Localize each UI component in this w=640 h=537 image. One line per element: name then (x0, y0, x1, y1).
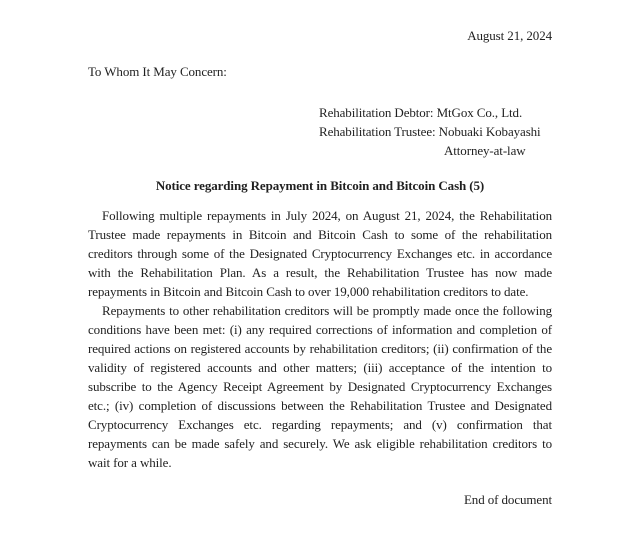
notice-title: Notice regarding Repayment in Bitcoin and Bitcoin Cash (5) (155, 178, 485, 193)
salutation: To Whom It May Concern: (88, 64, 227, 79)
sender-trustee: Rehabilitation Trustee: Nobuaki Kobayashi (319, 124, 541, 139)
sender-block (319, 103, 552, 160)
sender-debtor: Rehabilitation Debtor: MtGox Co., Ltd. (319, 105, 523, 120)
end-of-document: End of document (463, 492, 552, 507)
letter-date: August 21, 2024 (467, 28, 552, 43)
sender-attorney: Attorney-at-law (444, 143, 526, 158)
body-paragraph-1: Following multiple repayments in July 2024, on August 21, 2024, the Rehabilitation Trustee made repayments in Bitcoin and Bitcoin Cash to some of the rehabilitation creditors through some of the Designated Cryptocurrency Exchanges etc. in accordance with the Rehabilitation Plan. As a result, the Rehabilitation Trustee has now made repayments in Bitcoin and Bitcoin Cash to over 19,000 rehabilitation creditors to date. (88, 208, 552, 299)
body-paragraph-2: Repayments to other rehabilitation creditors will be promptly made once the following conditions have been met: (i) any required corrections of information and completion of required actions on registered accounts by rehabilitation creditors; (ii) confirmation of the validity of registered accounts and other matters; (iii) acceptance of the intention to subscribe to the Agency Receipt Agreement by Designated Cryptocurrency Exchanges etc.; (iv) completion of discussions between the Rehabilitation Trustee and Designated Cryptocurrency Exchanges etc. regarding repayments; and (v) confirmation that repayments can be made safely and securely. We ask eligible rehabilitation creditors to wait for a while. (88, 303, 552, 470)
